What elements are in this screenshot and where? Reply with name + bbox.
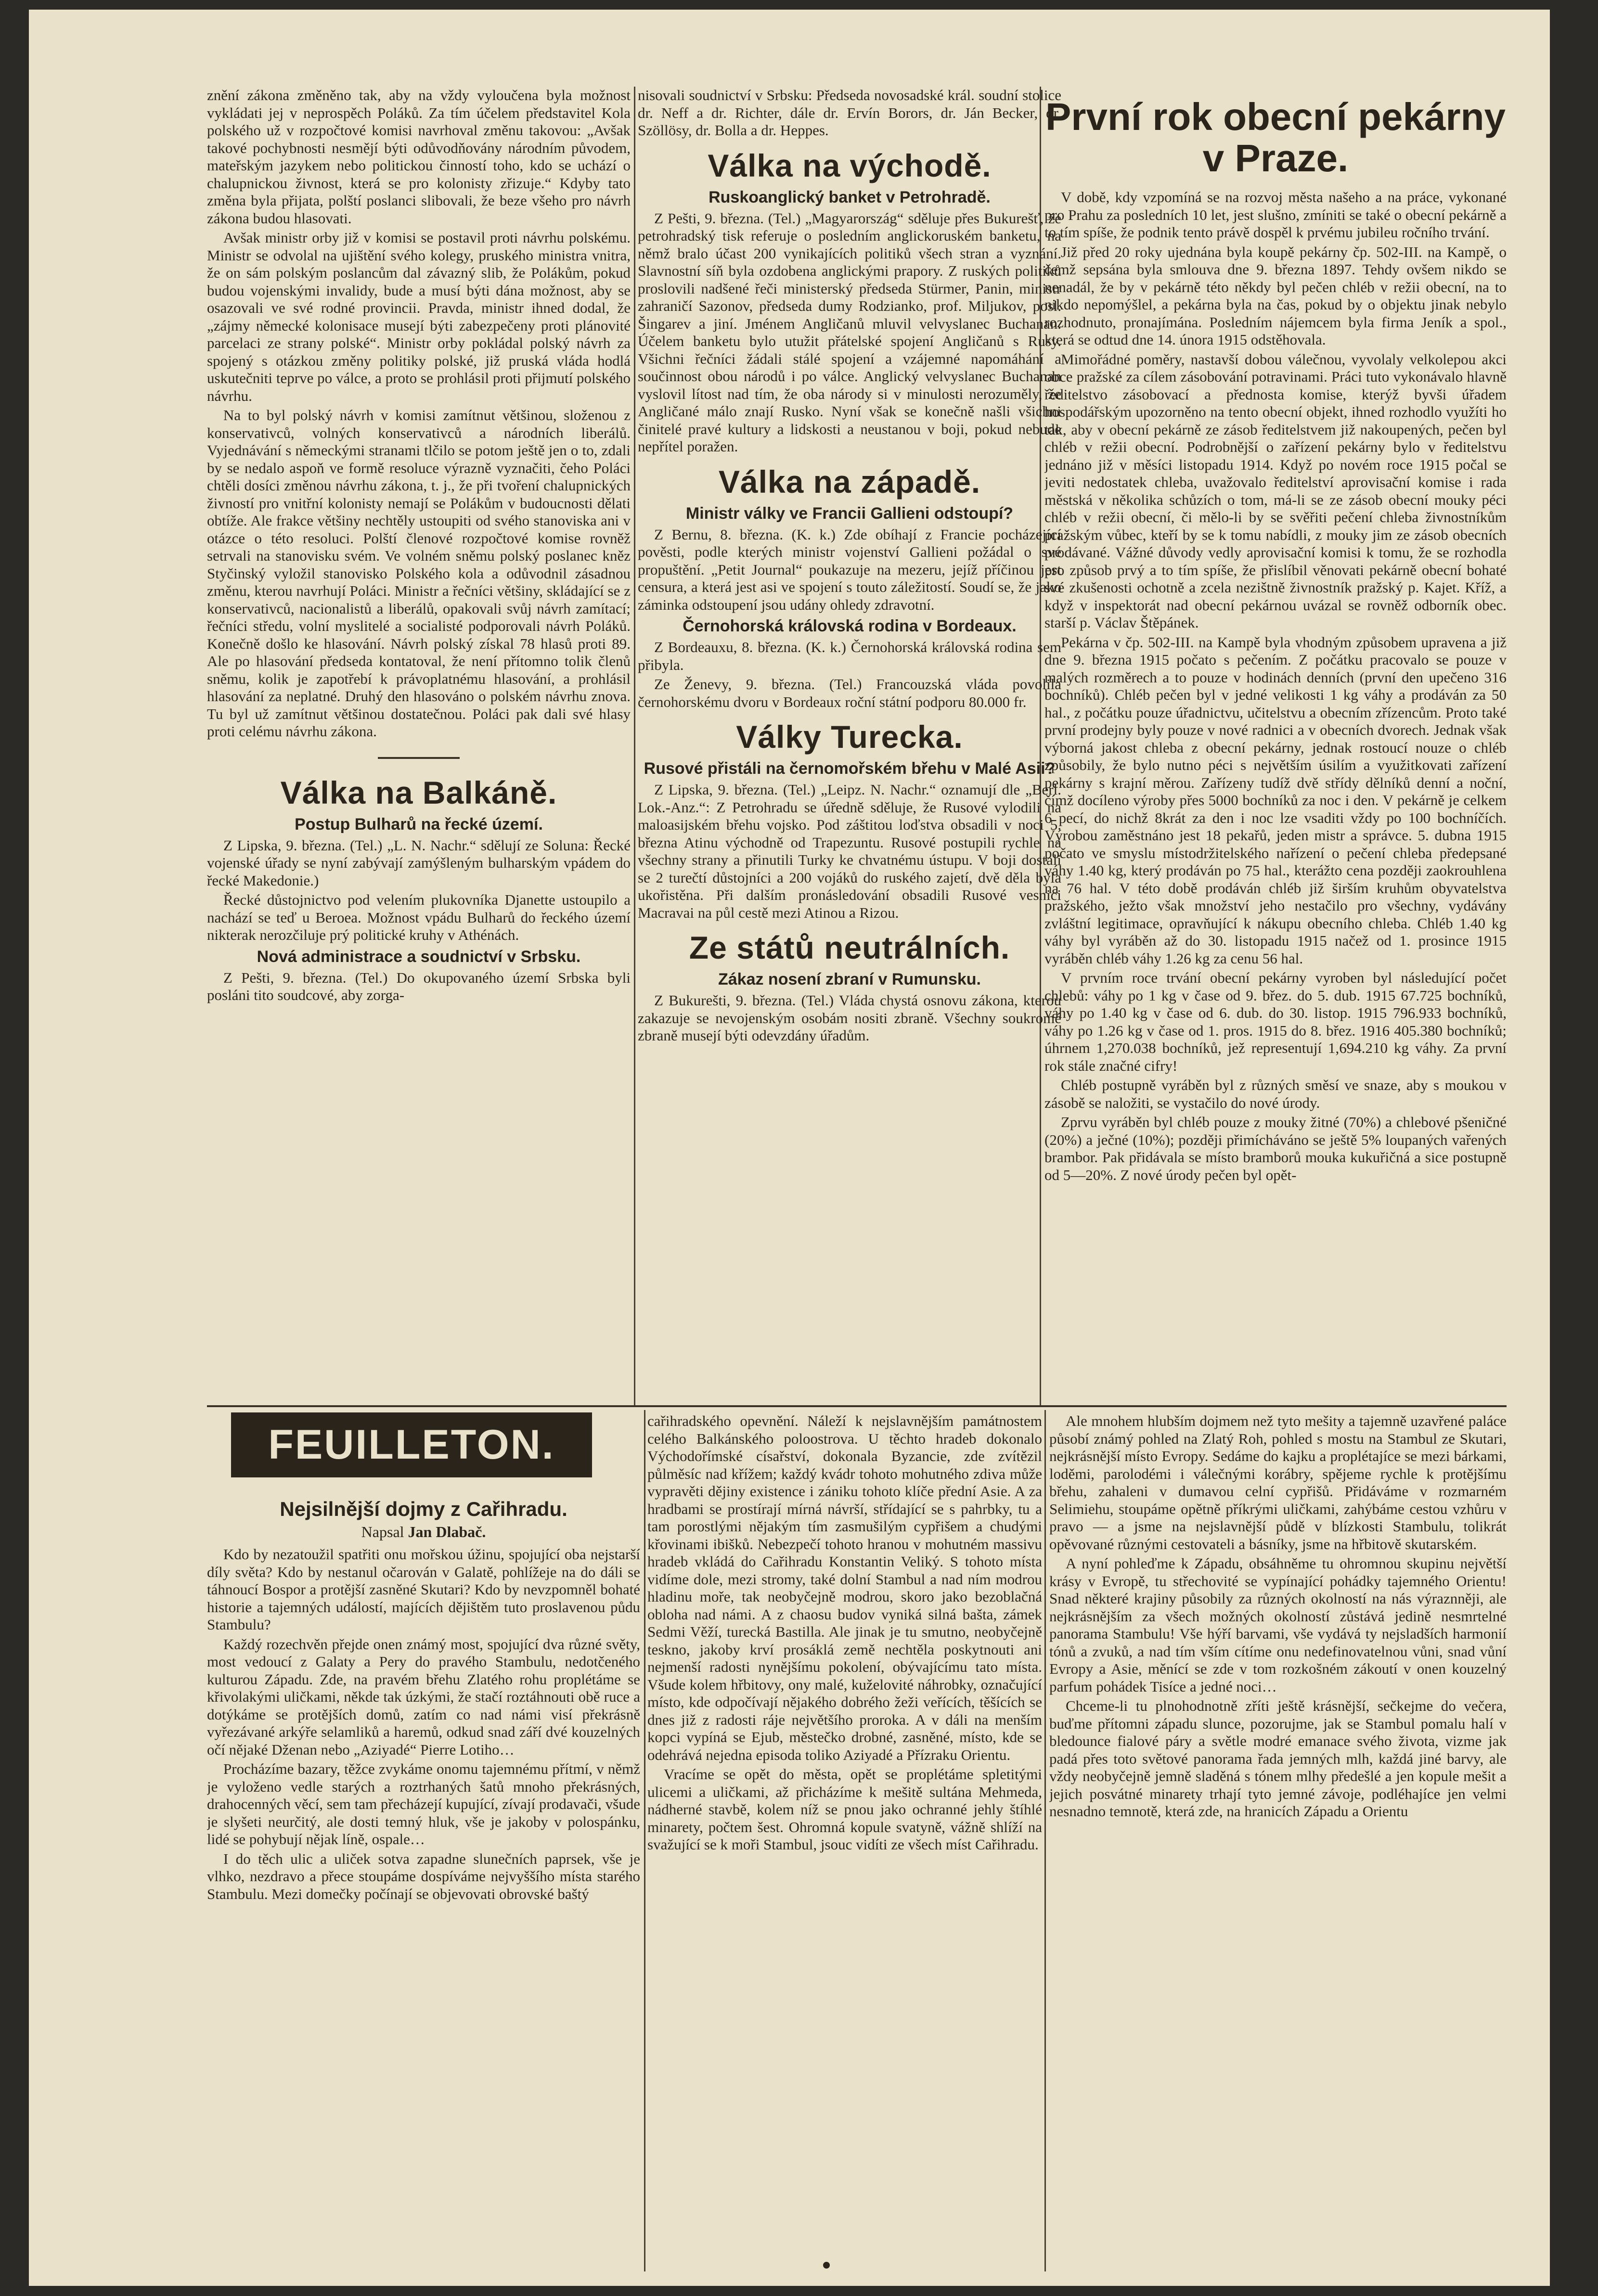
article-paragraph: Avšak ministr orby již v komisi se postavil proti návrhu polskému. Ministr se odvolal na ujištění svého kolegy, pruského ministra vnitra, že on sám polským poslancům dal závazný slib, že Polákům, pokud budou vojenskými invalidy, bude a musí býti dána možnost, aby se osazovali ve své rodné provincii. Pravda, ministr ihned dodal, že „zájmy německé kolonisace musejí býti zabezpečeny proti plánovité parcelaci ze strany polské“. Ministr orby pokládal polský návrh za spojený s otázkou změny politiky polské, již pruská vláda hodlá uskutečniti teprve po válce, a proto se prohlásil proti přijmutí polského návrhu. — [207, 229, 631, 404]
article-paragraph: znění zákona změněno tak, aby na vždy vyloučena byla možnost vykládati jej v neprospěch Poláků. Za tím účelem představitel Kola polského už v rozpočtové komisi navrhoval změnu takovou: „Avšak takové pochybnosti nesmějí býti odůvodňovány národním původem, mateřským jazykem nebo politickou činností toho, kdo se uchází o chalupnickou živnost, která se pro kolonisty zřizuje.“ Kdyby tato změna byla přijata, polští poslanci slibovali, že beze všeho pro návrh zákona budou hlasovati. — [207, 87, 631, 227]
article-subheading: Zákaz nosení zbraní v Rumunsku. — [718, 970, 981, 988]
article-subheading: Ministr války ve Francii Gallieni odstoupí? — [685, 504, 1014, 523]
ink-mark — [823, 2262, 830, 2269]
article-paragraph: Mimořádné poměry, nastavší dobou válečnou, vyvolaly velkolepou akci obce pražské za cílem zásobování potravinami. Práci tuto vykonávalo hlavně ředitelstvo zásobovací a přednosta komise, kterýž byvši úřadem hospodářským upozorněno na tento obecní objekt, ihned rozhodlo využíti ho tak, aby v obecní pekárně ze zásob ředitelstvem již nakoupených, pečen byl chléb v režii obecní. Podrobnější o zařízení pekárny bylo v ředitelstvu jednáno již v měsíci listopadu 1914. Když po novém roce 1915 počal se jeviti nedostatek chleba, uvažovalo ředitelství aprovisační komise i rada městská v několika schůzích o tom, má-li se ze zásob obecní mouky péci chléb v režii obecní, či mělo-li by se svěřiti pečení chleba živnostníkům pražským vůbec, kteří by se k tomu nabídli, z mouky jim ze zásob obecních prodávané. Vážné důvody vedly aprovisační komisi k tomu, že se rozhodla pro způsob prvý a to tím spíše, že přislíbil věnovati pekárně obecní bohaté své zkušenosti ochotně a zcela nezištně živnostník pražský p. Kajet. Kříž, a když v inspektorát nad obecní pekárnou uvázal se rovněž odborník obec. starší p. Václav Štěpánek. — [1044, 350, 1507, 631]
column-3 — [1044, 87, 1507, 1403]
column-rule-4 — [1044, 1410, 1046, 2271]
article-paragraph: Zprvu vyráběn byl chléb pouze z mouky žitné (70%) a chlebové pšeničné (20%) a ječné (10%); později přimícháváno se ještě 5% loupaných vařených brambor. Pak přidávala se místo bramborů mouka kukuřičná a sice postupně od 5—20%. Z nové úrody pečen byl opět- — [1044, 1114, 1507, 1183]
feuilleton-column-3 — [1049, 1412, 1507, 2269]
article-paragraph: V prvním roce trvání obecní pekárny vyroben byl následující počet chlebů: váhy po 1 kg v čase od 9. břez. do 5. dub. 1915 67.725 bochníků, váhy po 1.40 kg v čase od 6. dub. do 30. listop. 1915 796.933 bochníků, váhy po 1.26 kg v čase od 1. pros. 1915 do 8. břez. 1916 405.380 bochníků; úhrnem 1,270.038 bochníků, jež representují 1,694.210 kg váhy. Za první rok stále značné cifry! — [1044, 969, 1507, 1074]
article-paragraph: Z Pešti, 9. března. (Tel.) „Magyarország“ sděluje přes Bukurešť, že petrohradský tisk referuje o posledním anglickoruském banketu, na němž bralo účast 200 vynikajících politiků všech stran a vyznání. Slavnostní síň byla ozdobena anglickými prapory. Z ruských politiků proslovili nadšené řeči ministerský předseda Stürmer, Panin, ministr zahraničí Sazonov, předseda dumy Rodzianko, prof. Miljukov, posl. Šingarev a jiní. Jménem Angličanů mluvil velvyslanec Buchanan. Účelem banketu bylo utužit přátelské spojení Angličanů s Rusy. Všichni řečníci žádali stálé spojení a vzájemné napomáhání a součinnost obou národů i po válce. Anglický velvyslanec Buchanan vyslovil lítost nad tím, že oba národy si v minulosti nerozuměly, že Angličané málo znají Rusko. Nyní však se konečně našli všichni činitelé pravé kultury a lidskosti a neustanou v boji, pokud nebude nepřítel poražen. — [638, 209, 1061, 455]
article-paragraph: Řecké důstojnictvo pod velením plukovníka Djanette ustoupilo a nachází se teď u Beroea. Možnost vpádu Bulharů do řeckého území nikterak nerozčiluje prý politické kruhy v Athénách. — [207, 891, 631, 943]
article-paragraph: Z Lipska, 9. března. (Tel.) „Leipz. N. Nachr.“ oznamují dle „Berl. Lok.-Anz.“: Z Petrohradu se úředně sděluje, že Rusové vylodili na maloasijském břehu vojsko. Pod záštitou loďstva obsadili v noci 5. března Atinu východně od Trapezuntu. Rusové postupili rychle na všechny strany a přinutili Turky ke chvatnému ústupu. V boji dostali se 2 turečtí důstojníci a 200 vojáků do ruského zajetí, dvě děla byla ukořistěna. Při dalším pronásledování obsadili Rusové vesnici Macravai na půl cestě mezi Atinou a Rizou. — [638, 781, 1061, 921]
column-2 — [638, 87, 1061, 1403]
feuilleton-paragraph: Procházíme bazary, těžce zvykáme onomu tajemnému přítmí, v němž je vyloženo vedle starých a roztrhaných šatů mnoho překrásných, drahocenných věcí, sem tam přecházejí kupující, zívají prodavači, všude je slyšeti neurčitý, ale dosti temný hluk, vše je jakoby v polospánku, lidé se pohybují nějak líně, ospale… — [207, 1760, 640, 1847]
article-paragraph: Chléb postupně vyráběn byl z různých směsí ve snaze, aby s moukou v zásobě se naložiti, se vystačilo do nové úrody. — [1044, 1077, 1507, 1111]
article-paragraph: Již před 20 roky ujednána byla koupě pekárny čp. 502-III. na Kampě, o čemž sepsána byla smlouva dne 9. března 1897. Tehdy ovšem nikdo se nenadál, že by v pekárně této někdy byl pečen chléb v režii obecní, na to nikdo nepomýšlel, a pekárna byla na čas, pokud by o objektu jinak nebylo rozhodnuto, pronajímána. Posledním nájemcem byla firma Jeník a spol., která se odtud dne 14. února 1915 odstěhovala. — [1044, 243, 1507, 348]
section-heading: Válka na východě. — [708, 147, 992, 183]
author-name: Jan Dlabač. — [408, 1523, 486, 1540]
column-rule-1 — [634, 87, 635, 1405]
section-heading: Válka na Balkáně. — [280, 774, 557, 810]
feuilleton-title: Nejsilnější dojmy z Cařihradu. — [280, 1498, 567, 1520]
feuilleton-paragraph: I do těch ulic a uliček sotva zapadne slunečních paprsek, vše je vlhko, nezdravo a přece stoupáme dospíváme nejvyššího místa starého Stambulu. Mezi domečky počínají se objevovati obrovské baštý — [207, 1850, 640, 1902]
feuilleton-paragraph: Ale mnohem hlubším dojmem než tyto mešity a tajemně uzavřené paláce působí známý pohled na Zlatý Roh, pohled s mostu na Stambul ze Skutari, nejkrásnější místo Evropy. Sedáme do kajku a proplétajíce se mezi bárkami, loděmi, parolodémi i válečnými korábry, spějeme rychle k protějšímu břehu, zahaleni v dumavou celní cypřišů. Přidáváme v rozmarném Selimiehu, stoupáme opětně příkrými uličkami, zahýbáme cestou vzhůru v pravo — a jsme na nejslavnější půdě v blízkosti Stambulu, tolikrát opěvované různými cestovateli a básníky, jsme na hřbitově skutarském. — [1049, 1412, 1507, 1552]
article-subheading: Postup Bulharů na řecké území. — [295, 815, 543, 834]
section-heading: Války Turecka. — [736, 719, 963, 755]
column-1 — [207, 87, 631, 1403]
article-paragraph: Z Bukurešti, 9. března. (Tel.) Vláda chystá osnovu zákona, kterou zakazuje se nevojenským osobám nositi zbraně. Všechny soukromé zbraně musejí býti odevzdány úřadům. — [638, 992, 1061, 1044]
byline-prefix: Napsal — [361, 1523, 404, 1540]
article-paragraph: Na to byl polský návrh v komisi zamítnut většinou, složenou z konservativců, volných konservativců a národních liberálů. Vyjednávání s německými stranami tlčilo se potom ještě jen o to, zdali by se nedalo aspoň ve formě resoluce výrazně vyznačiti, čeho Poláci chtěli dosíci změnou návrhu zákona, t. j., že při tvoření chalupnických živností pro vnitřní kolonisty nemají se Polákům v budoucnosti dělati obtíže. Ale frakce většiny nechtěly ustoupiti od svého stanoviska ani v otázce o této resoluci. Polští členové rozpočtové komise rovněž setrvali na stanovisku svém. Ve volném sněmu polský poslanec kněz Styčinský vyložil stanovisko Polského kola a odůvodnil zásadnou změnu, kterou navrhují Poláci. Ministr a řečníci většiny, skládající se z konservativců, nacionalistů a liberálů, opakovali svůj návrh zamítací; řečníci středu, volní myslitelé a socialisté podporovali návrh Poláků. Konečně došlo ke hlasování. Návrh polský získal 78 hlasů proti 89. Ale po hlasování předseda kontatoval, že není přítomno tolik členů sněmu, kolik je zapotřebí k právoplatnému hlasování, a prohlásil hlasování za neplatné. Druhý den hlasováno o polském návrhu znova. Tu byl už zamítnut většinou dostatečnou. Poláci pak dali své hlasy proti celému návrhu zákona. — [207, 407, 631, 740]
section-heading: Válka na západě. — [718, 463, 981, 500]
feuilleton-paragraph: Každý rozechvěn přejde onen známý most, spojující dva různé světy, most vedoucí z Galaty a Pery do pravého Stambulu, nedotčeného kulturou Západu. Zde, na pravém břehu Zlatého rohu proplétáme se křivolakými uličkami, někde tak úzkými, že stačí roztáhnouti obě ruce a dotýkáme se protějších domů, zatím co nad námi visí překrásně vyřezávané arkýře selamliků a haremů, odkud snad září dvé kouzelných očí nějaké Dženan nebo „Aziyadé“ Pierre Lotiho… — [207, 1635, 640, 1758]
article-paragraph: V době, kdy vzpomíná se na rozvoj města našeho a na práce, vykonané pro Prahu za posledních 10 let, jest slušno, zmíniti se také o obecní pekárně a to tím spíše, že podnik tento právě dospěl k prvému jubileu ročního trvání. — [1044, 189, 1507, 241]
section-heading: Ze států neutrálních. — [689, 930, 1010, 965]
article-subheading: Rusové přistáli na černomořském břehu v Malé Asii? — [644, 759, 1056, 778]
separator — [378, 757, 460, 759]
feuilleton-paragraph: Vracíme se opět do města, opět se proplétáme spletitými ulicemi a uličkami, až přicházíme k mešitě sultána Mehmeda, nádherné stavbě, kolem níž se pnou jako ochranné jehly štíhlé minarety, počtem šest. Ohromná kopule svatyně, vážně shlíží na svažující se k moři Stambul, jsouc vidíti ze všech míst Cařihradu. — [647, 1766, 1042, 1853]
column-rule-3 — [644, 1410, 645, 2271]
feuilleton-rule — [207, 1405, 1507, 1407]
feuilleton-column-2 — [647, 1412, 1042, 2269]
feuilleton-paragraph: cařihradského opevnění. Náleží k nejslavnějším památnostem celého Balkánského poloostrova. U těchto hradeb dokonalo Východořímské císařství, dokonala Byzancie, zde zvítězil půlměsíc nad křížem; každý kvádr tohoto mohutného zdiva může vypravěti dějiny existence i zániku tohoto klíče přední Asie. A za hradbami se prostírají mírná návrší, střídající se s pahrbky, tu a tam porostlými nějakým tím zasmušilým cypřišem a chudými křovinami ibišků. Nebezpečí tohoto hranou v mohutném massivu hradeb vkládá do Cařihradu Konstantin Veliký. S tohoto místa vidíme dole, mezi stromy, také dolní Stambul a nad ním modrou hladinu moře, tak neobyčejně modrou, skoro jako bezoblačná obloha nad námi. A z chaosu budov vyniká silná bašta, zámek Sedmi Věží, turecká Bastilla. Ale jinak je tu smutno, neobyčejně teskno, jakoby krví prosáklá země nechtěla poskytnouti ani nejmenší radosti nynějšímu pokolení, obývajícímu tato místa. Všude kolem hřbitovy, ony malé, kuželovité náhrobky, označující místo, kde odpočívají nějakého dobrého žeži veřících, těšících se dnes již z radosti ráje největšího proroka. A v dáli na menším kopci vypíná se Ejub, městečko drobné, zasněné, místo, kde se odehrává nejedna episoda toliko Aziyadé a Přízraku Orientu. — [647, 1412, 1042, 1763]
feuilleton-paragraph: Kdo by nezatoužil spatřiti onu mořskou úžinu, spojující oba nejstarší díly světa? Kdo by nestanul očarován v Galatě, pohlížeje na do dáli se táhnoucí Bospor a protější zasněné Skutari? Kdo by nevzpomněl bohaté historie a tajemných událostí, majících dějištěm tuto proslavenou půdu Stambulu? — [207, 1546, 640, 1633]
feuilleton-column-1 — [207, 1494, 640, 2269]
article-paragraph: Z Pešti, 9. března. (Tel.) Do okupovaného území Srbska byli posláni tito soudcové, aby zorga- — [207, 969, 631, 1003]
article-paragraph: Z Bordeauxu, 8. března. (K. k.) Černohorská královská rodina sem přibyla. — [638, 639, 1061, 673]
article-paragraph: Z Lipska, 9. března. (Tel.) „L. N. Nachr.“ sdělují ze Soluna: Řecké vojenské úřady se nyní zabývají zamýšleným bulharským vpádem do řecké Makedonie.) — [207, 836, 631, 889]
article-title: První rok obecní pekárny v Praze. — [1045, 95, 1506, 180]
feuilleton-paragraph: A nyní pohleďme k Západu, obsáhněme tu ohromnou skupinu největší krásy v Evropě, tu střechovité se vypínající pohádky tajemného Orientu! Snad některé krajiny působily za různých okolností na nás výraznněji, ale nejkrásnějším za všech možných okolností zůstává jedině nesmrtelné panorama Stambulu! Vše hýří barvami, vše vydává ty nejsladších harmonií tónů a zvuků, a nad tím vším cítíme onu nedefinovatelnou vůni, snad vůní Evropy a Asie, měnící se zde v tom rozkošném zákoutí v onen kouzelný parfum pohádek Tisíce a jedné noci… — [1049, 1555, 1507, 1695]
feuilleton-byline — [207, 1523, 640, 1541]
article-subheading: Černohorská královská rodina v Bordeaux. — [683, 617, 1017, 635]
article-paragraph: nisovali soudnictví v Srbsku: Předseda novosadské král. soudní stolice dr. Neff a dr. Richter, dále dr. Ervín Borors, dr. Ján Becker, dr. Szöllösy, dr. Bolla a dr. Heppes. — [638, 87, 1061, 139]
article-paragraph: Z Bernu, 8. března. (K. k.) Zde obíhají z Francie pocházející pověsti, podle kterých ministr vojenství Gallieni požádal o své propuštění. „Petit Journal“ poukazuje na mezeru, jejíž příčinou jest censura, a která jest asi ve spojení s touto záležitostí. Soudí se, že jako záminka odstoupení jsou udány ohledy zdravotní. — [638, 526, 1061, 613]
article-subheading: Ruskoanglický banket v Petrohradě. — [709, 188, 991, 206]
article-paragraph: Pekárna v čp. 502-III. na Kampě byla vhodným způsobem upravena a již dne 9. března 1915 počato s pečením. Z počátku pracovalo se pouze v malých rozměrech a to pouze v hodinách denních (první den upečeno 316 bochníků). Chléb pečen byl v jedné velikosti 1 kg váhy a prodáván za 50 hal., z počátku pouze úřadnictvu, učitelstvu a obecním zřízencům. Proto také první prodejny byly pouze v nové radnici a v obecních dvorech. Jednak však výborná jakost chleba z obecní pekárny, jednak rostoucí nouze o chléb způsobily, že bylo nutno péci s největším úsilím a využitkovati zařízení pekárny s krajní měrou. Zařízeny tudíž dvě střídy dělníků denní a noční, čímž docíleno výroby přes 5000 bochníků za noc i den. V pekárně je celkem 6 pecí, do nichž 8krát za den i noc lze vsaditi vždy po 100 bochníčích. Výrobou zaměstnáno jest 18 pekařů, jeden mistr a správce. 5. dubna 1915 počato ve smyslu místodržitelského nařízení o pečení chleba předepsané váhy 1.40 kg, který prodáván po 75 hal., kterážto cena později zaokrouhlena na 76 hal. V této době prodáván chléb již širším kruhům obyvatelstva pražského, ježto však množství jeho nestačilo pro všechny, vydávány zvláštní legitimace, opravňující k nákupu obecního chleba. Chléb 1.40 kg váhy byl vyráběn až do 30. listopadu 1915 načež od 1. prosince 1915 vyráběn chléb váhy 1.26 kg za cenu 56 hal. — [1044, 633, 1507, 967]
newspaper-page — [29, 10, 1550, 2286]
article-paragraph: Ze Ženevy, 9. března. (Tel.) Francouzská vláda povolila černohorskému dvoru v Bordeaux roční státní podporu 80.000 fr. — [638, 676, 1061, 710]
article-subheading: Nová administrace a soudnictví v Srbsku. — [257, 947, 581, 966]
feuilleton-banner: FEUILLETON. — [231, 1412, 592, 1477]
feuilleton-paragraph: Chceme-li tu plnohodnotně zříti ještě krásnější, sečkejme do večera, buďme přítomni západu slunce, pozorujme, jak se Stambul pomalu halí v bledounce fialové páry a světle modré emanace svého života, vizme jak padá přes toto světové panorama řada jemných mlh, každá jiné barvy, ale vždy neobyčejně jemně sladěná s tónem mlhy předešlé a jen kopule mešit a jejich posvátné minarety trhají tyto jemné závoje, podléhajíce jen velmi nesnadno temnotě, která zde, na hranicích Západu a Orientu — [1049, 1697, 1507, 1820]
